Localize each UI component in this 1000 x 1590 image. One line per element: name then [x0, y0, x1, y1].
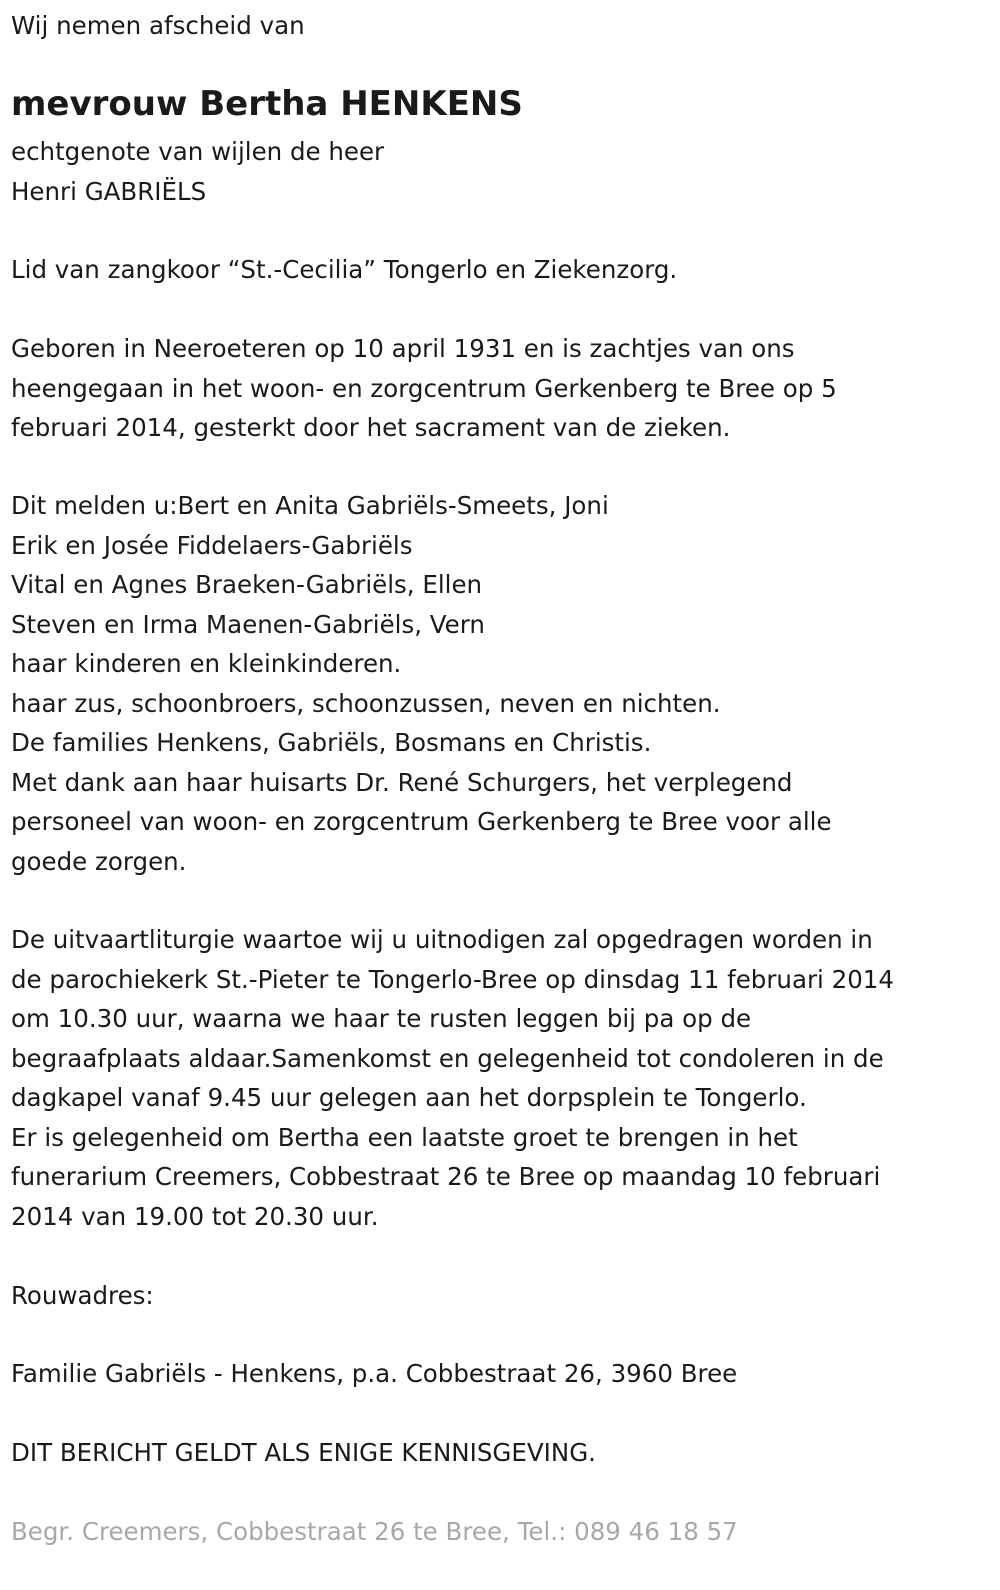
family-block	[11, 486, 832, 881]
funeral-line: De uitvaartliturgie waartoe wij u uitnodigen zal opgedragen worden in	[11, 925, 873, 954]
notice-block	[11, 1433, 596, 1473]
spouse-name: Henri GABRIËLS	[11, 176, 207, 206]
birth-death-line: Geboren in Neeroeteren op 10 april 1931 en is zachtjes van ons	[11, 334, 795, 363]
membership-block	[11, 250, 677, 290]
mourning-address-label-block	[11, 1276, 154, 1316]
family-line: Met dank aan haar huisarts Dr. René Schurgers, het verplegend	[11, 767, 793, 797]
funeral-home-footer: Begr. Creemers, Cobbestraat 26 te Bree, Tel.: 089 46 18 57	[11, 1517, 738, 1546]
funeral-line: dagkapel vanaf 9.45 uur gelegen aan het dorpsplein te Tongerlo.	[11, 1083, 807, 1112]
spouse-line: echtgenote van wijlen de heer	[11, 137, 385, 166]
spouse-block	[11, 132, 384, 211]
family-line: haar zus, schoonbroers, schoonzussen, neven en nichten.	[11, 688, 721, 718]
funeral-block	[11, 920, 894, 1236]
family-line: De families Henkens, Gabriëls, Bosmans en Christis.	[11, 728, 652, 757]
family-line: Erik en Josée Fiddelaers-Gabriëls	[11, 530, 413, 560]
funeral-line: begraafplaats aldaar.Samenkomst en gelegenheid tot condoleren in de	[11, 1043, 884, 1073]
mourning-address: Familie Gabriëls - Henkens, p.a. Cobbestraat 26, 3960 Bree	[11, 1359, 738, 1388]
funeral-line: de parochiekerk St.-Pieter te Tongerlo-Bree op dinsdag 11 februari 2014	[11, 964, 894, 994]
notice-text: DIT BERICHT GELDT ALS ENIGE KENNISGEVING.	[11, 1438, 596, 1467]
family-line: Steven en Irma Maenen-Gabriëls, Vern	[11, 609, 485, 639]
intro-text: Wij nemen afscheid van	[11, 11, 305, 40]
family-line: personeel van woon- en zorgcentrum Gerkenberg te Bree voor alle	[11, 807, 832, 836]
mourning-address-block	[11, 1354, 737, 1394]
family-line: Dit melden u:Bert en Anita Gabriëls-Smeets, Joni	[11, 491, 609, 520]
funeral-line: om 10.30 uur, waarna we haar te rusten leggen bij pa op de	[11, 1004, 752, 1033]
funeral-line: funerarium Creemers, Cobbestraat 26 te Bree op maandag 10 februari	[11, 1162, 881, 1191]
family-line: goede zorgen.	[11, 846, 187, 876]
deceased-name: mevrouw Bertha HENKENS	[11, 84, 523, 124]
footer-block	[11, 1512, 738, 1552]
family-line: haar kinderen en kleinkinderen.	[11, 649, 402, 678]
mourning-address-label: Rouwadres:	[11, 1281, 154, 1310]
funeral-line: Er is gelegenheid om Bertha een laatste groet te brengen in het	[11, 1122, 798, 1152]
birth-death-block	[11, 329, 837, 448]
family-line: Vital en Agnes Braeken-Gabriëls, Ellen	[11, 570, 483, 599]
funeral-line: 2014 van 19.00 tot 20.30 uur.	[11, 1201, 379, 1231]
membership-text: Lid van zangkoor “St.-Cecilia” Tongerlo en Ziekenzorg.	[11, 255, 678, 284]
birth-death-line: heengegaan in het woon- en zorgcentrum Gerkenberg te Bree op 5	[11, 373, 837, 403]
birth-death-line: februari 2014, gesterkt door het sacrament van de zieken.	[11, 413, 731, 442]
